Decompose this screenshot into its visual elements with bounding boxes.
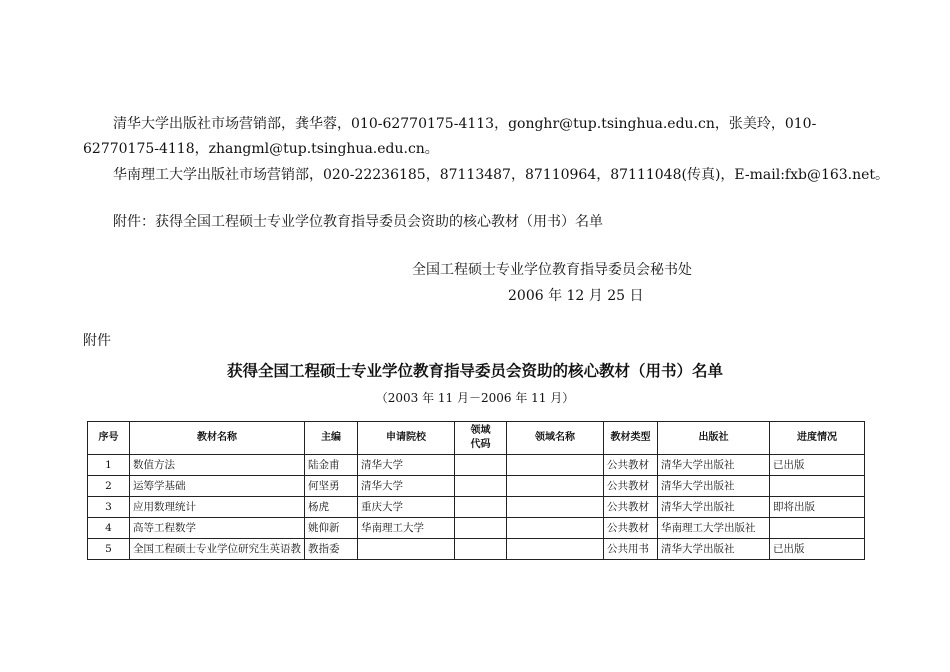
cell-name: 数值方法 (130, 455, 305, 476)
cell-editor: 杨虎 (305, 497, 358, 518)
cell-field-code (455, 497, 507, 518)
header-type: 教材类型 (604, 422, 658, 455)
cell-no: 3 (88, 497, 130, 518)
signature-org: 全国工程硕士专业学位教育指导委员会秘书处 (412, 262, 692, 278)
cell-name: 应用数理统计 (130, 497, 305, 518)
attachment-note: 附件：获得全国工程硕士专业学位教育指导委员会资助的核心教材（用书）名单 (113, 214, 603, 230)
header-field-code (455, 422, 507, 455)
table-row (88, 455, 865, 476)
header-field-code-line-2: 代码 (470, 439, 491, 450)
cell-progress (770, 476, 865, 497)
cell-school: 清华大学 (358, 476, 455, 497)
cell-publisher: 清华大学出版社 (658, 455, 770, 476)
cell-no: 1 (88, 455, 130, 476)
cell-field-code (455, 476, 507, 497)
cell-type: 公共教材 (604, 455, 658, 476)
cell-field-code (455, 539, 507, 560)
cell-editor: 陆金甫 (305, 455, 358, 476)
header-school: 申请院校 (358, 422, 455, 455)
document-subtitle: （2003 年 11 月－2006 年 11 月） (375, 391, 575, 405)
header-editor: 主编 (305, 422, 358, 455)
notice-line-2: 62770175-4118，zhangml@tup.tsinghua.edu.cn。 (83, 141, 439, 157)
cell-progress (770, 518, 865, 539)
cell-school: 清华大学 (358, 455, 455, 476)
cell-no: 4 (88, 518, 130, 539)
cell-progress: 即将出版 (770, 497, 865, 518)
cell-type: 公共用书 (604, 539, 658, 560)
cell-editor: 何坚勇 (305, 476, 358, 497)
table-row (88, 518, 865, 539)
cell-field-name (507, 455, 604, 476)
table-row (88, 497, 865, 518)
cell-editor: 姚仰新 (305, 518, 358, 539)
cell-school: 华南理工大学 (358, 518, 455, 539)
notice-line-3: 华南理工大学出版社市场营销部，020-22236185，87113487，87110964，87111048(传真)，E-mail:fxb@163.net。 (113, 167, 890, 183)
textbook-table (87, 421, 865, 560)
cell-publisher: 清华大学出版社 (658, 476, 770, 497)
cell-editor: 教指委 (305, 539, 358, 560)
attachment-label: 附件 (83, 333, 111, 349)
cell-field-name (507, 518, 604, 539)
cell-field-name (507, 497, 604, 518)
table-row (88, 539, 865, 560)
cell-field-code (455, 518, 507, 539)
cell-type: 公共教材 (604, 497, 658, 518)
cell-publisher: 清华大学出版社 (658, 539, 770, 560)
signature-date: 2006 年 12 月 25 日 (508, 288, 644, 304)
cell-field-code (455, 455, 507, 476)
cell-no: 5 (88, 539, 130, 560)
cell-name: 全国工程硕士专业学位研究生英语教 (130, 539, 305, 560)
cell-name: 高等工程数学 (130, 518, 305, 539)
cell-no: 2 (88, 476, 130, 497)
cell-school (358, 539, 455, 560)
cell-field-name (507, 476, 604, 497)
cell-publisher: 清华大学出版社 (658, 497, 770, 518)
cell-type: 公共教材 (604, 476, 658, 497)
table-header-row (88, 422, 865, 455)
header-field-name: 领域名称 (507, 422, 604, 455)
header-no: 序号 (88, 422, 130, 455)
document-title: 获得全国工程硕士专业学位教育指导委员会资助的核心教材（用书）名单 (226, 362, 723, 380)
cell-field-name (507, 539, 604, 560)
cell-name: 运筹学基础 (130, 476, 305, 497)
notice-line-1: 清华大学出版社市场营销部，龚华蓉，010-62770175-4113，gonghr@tup.tsinghua.edu.cn，张美玲，010- (113, 116, 817, 132)
cell-type: 公共教材 (604, 518, 658, 539)
header-field-code-line-1: 领域 (470, 425, 491, 436)
header-progress: 进度情况 (770, 422, 865, 455)
header-name: 教材名称 (130, 422, 305, 455)
cell-school: 重庆大学 (358, 497, 455, 518)
header-publisher: 出版社 (658, 422, 770, 455)
cell-publisher: 华南理工大学出版社 (658, 518, 770, 539)
cell-progress: 已出版 (770, 455, 865, 476)
cell-progress: 已出版 (770, 539, 865, 560)
table-row (88, 476, 865, 497)
